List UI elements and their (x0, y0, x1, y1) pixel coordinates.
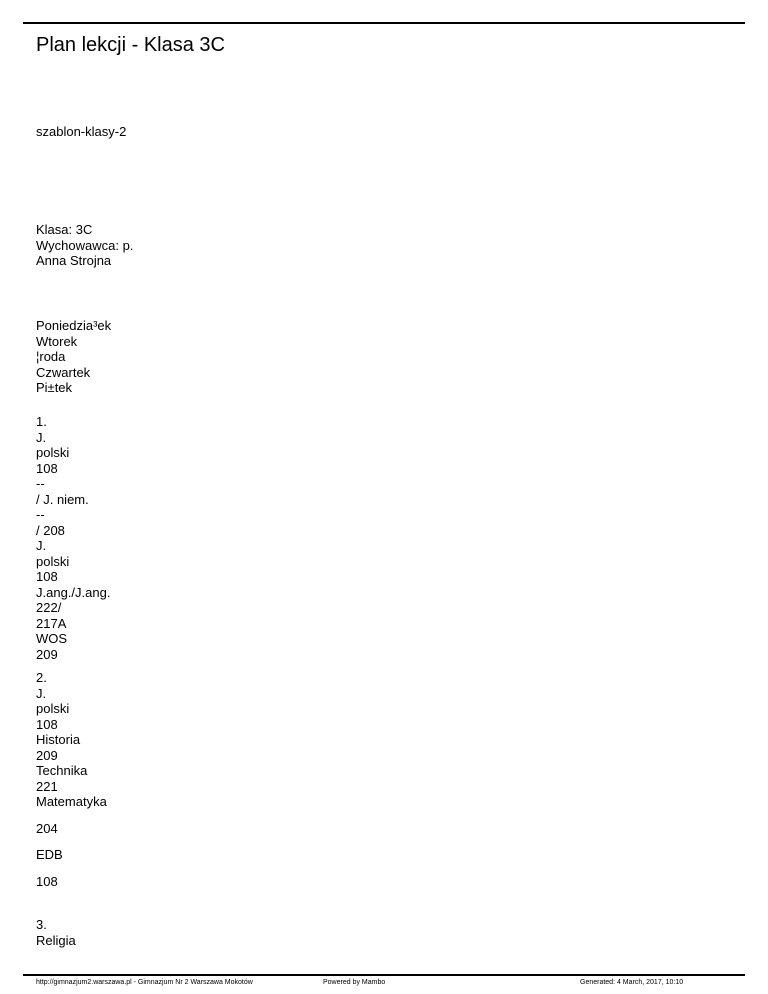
lesson-1-entry: 217A (36, 615, 67, 631)
day-tuesday: Wtorek (36, 333, 78, 349)
footer-site-link[interactable]: http://gimnazjum2.warszawa.pl - Gimnazjum Nr 2 Warszawa Mokotów (36, 979, 253, 986)
lesson-1-entry: polski (36, 553, 70, 569)
class-line: Klasa: 3C (36, 222, 93, 237)
lesson-1-entry: 108 (36, 460, 58, 476)
lesson-2-entry: 204 (36, 820, 58, 836)
class-info (36, 222, 133, 269)
lesson-1-entry: J.ang./J.ang. (36, 584, 111, 600)
footer-generated-date: Generated: 4 March, 2017, 10:10 (580, 979, 684, 986)
lesson-2-entry: Historia (36, 732, 81, 747)
lesson-2-entry: 221 (36, 778, 58, 794)
template-name: szablon-klasy-2 (36, 124, 127, 139)
lesson-2-entry: Matematyka (36, 794, 107, 809)
lesson-1-entry: 209 (36, 646, 58, 662)
lesson-1-entry: 108 (36, 569, 58, 584)
lesson-2-entry: polski (36, 701, 70, 716)
bottom-rule (23, 974, 745, 976)
day-thursday: Czwartek (36, 364, 91, 380)
day-monday: Poniedzia³ek (36, 318, 112, 333)
lesson-2-entry: EDB (36, 847, 63, 862)
teacher-name-line: Anna Strojna (36, 253, 112, 268)
lesson-2-entry: J. (36, 685, 47, 701)
day-friday: Pi±tek (36, 380, 73, 395)
lesson-1-entry: 1. (36, 414, 47, 429)
page-title: Plan lekcji - Klasa 3C (36, 34, 225, 56)
lesson-1-block (36, 414, 110, 662)
lesson-2-entry: 108 (36, 716, 58, 732)
lesson-1-entry: J. (36, 429, 47, 445)
lesson-1-entry: -- (36, 476, 45, 491)
lesson-1-entry: WOS (36, 631, 68, 646)
lesson-2-entry: 108 (36, 873, 58, 889)
lesson-3-block (36, 917, 76, 948)
lesson-1-entry: / J. niem. (36, 491, 89, 507)
teacher-line: Wychowawca: p. (36, 237, 134, 253)
lesson-2-block (36, 670, 107, 889)
lesson-2-entry: 2. (36, 670, 47, 685)
lesson-2-entry: 209 (36, 747, 58, 763)
lesson-1-entry: polski (36, 445, 70, 460)
lesson-1-entry: 222/ (36, 600, 62, 615)
footer-powered-by: Powered by Mambo (323, 979, 386, 986)
weekday-list (36, 318, 111, 396)
lesson-2-spaced-entries (36, 821, 107, 890)
day-wednesday: ¦roda (36, 349, 66, 364)
lesson-3-entry: 3. (36, 917, 47, 932)
lesson-1-entry: / 208 (36, 522, 65, 538)
lesson-2-entry: Technika (36, 763, 88, 778)
top-rule (23, 22, 745, 24)
lesson-1-entry: -- (36, 507, 45, 522)
lesson-1-entry: J. (36, 538, 47, 553)
lesson-2-entries (36, 670, 107, 810)
lesson-3-entry: Religia (36, 932, 76, 948)
